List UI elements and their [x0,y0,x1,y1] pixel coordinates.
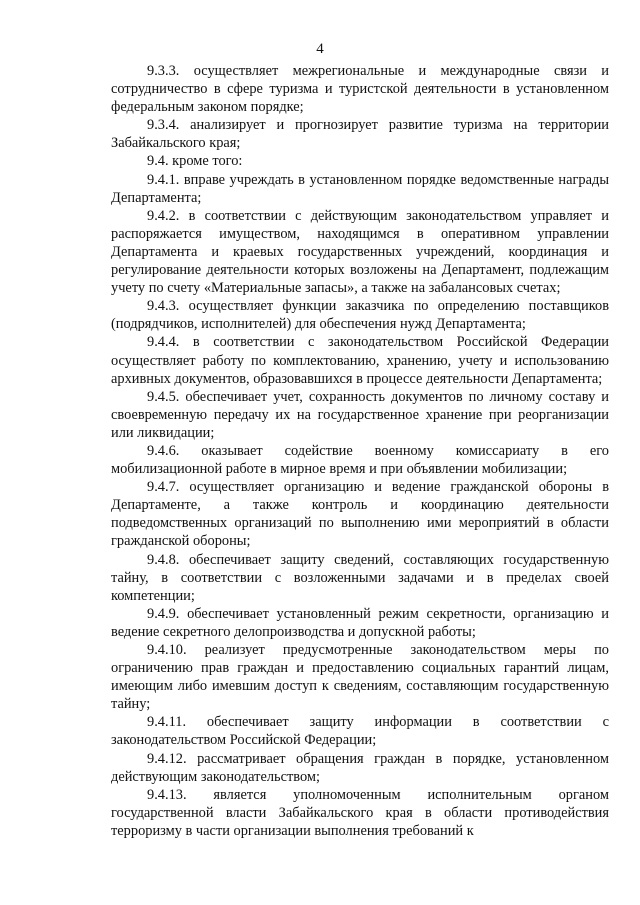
paragraph-9-3-4: 9.3.4. анализирует и прогнозирует развитие туризма на территории Забайкальского края; [111,117,609,152]
paragraph-9-4-8: 9.4.8. обеспечивает защиту сведений, составляющих государственную тайну, в соответствии с возложенными задачами и в пределах своей компетенции; [111,551,609,604]
paragraph-9-4-2: 9.4.2. в соответствии с действующим законодательством управляет и распоряжается имуществом, находящимся в оперативном управлении Департамента и краевых государственных учреждений, координация и регулирование деятельности которых возложены на Департамент, подлежащим учету по счету «Материальные запасы», а также на забалансовых счетах; [111,207,609,297]
paragraph-9-4-4: 9.4.4. в соответствии с законодательством Российской Федерации осуществляет работу по комплектованию, хранению, учету и использованию архивных документов, образовавшихся в процессе деятельности Департамента; [111,334,609,387]
paragraph-9-4-7: 9.4.7. осуществляет организацию и ведение гражданской обороны в Департаменте, а также контроль и координацию деятельности подведомственных организаций по выполнению ими мероприятий в области гражданской обороны; [111,479,609,550]
paragraph-9-4-12: 9.4.12. рассматривает обращения граждан в порядке, установленном действующим законодательством; [111,750,609,785]
paragraph-9-4: 9.4. кроме того: [147,153,243,170]
paragraph-9-4-1: 9.4.1. вправе учреждать в установленном порядке ведомственные награды Департамента; [111,171,609,206]
paragraph-9-4-5: 9.4.5. обеспечивает учет, сохранность документов по личному составу и своевременную передачу их на государственное хранение при реорганизации или ликвидации; [111,388,609,441]
paragraph-9-4-3: 9.4.3. осуществляет функции заказчика по определению поставщиков (подрядчиков, исполнителей) для обеспечения нужд Департамента; [111,298,609,333]
page-number: 4 [316,41,324,57]
paragraph-9-4-11: 9.4.11. обеспечивает защиту информации в соответствии с законодательством Российской Федерации; [111,714,609,749]
paragraph-9-4-10: 9.4.10. реализует предусмотренные законодательством меры по ограничению прав граждан и предоставлению социальных гарантий лицам, имеющим либо имевшим доступ к сведениям, составляющим государственную тайну; [111,642,609,713]
document-body [111,62,609,840]
paragraph-9-4-6: 9.4.6. оказывает содействие военному комиссариату в его мобилизационной работе в мирное время и при объявлении мобилизации; [111,442,609,478]
paragraph-9-3-3: 9.3.3. осуществляет межрегиональные и международные связи и сотрудничество в сфере туризма и туристской деятельности в установленном федеральным законом порядке; [111,63,609,116]
paragraph-9-4-13: 9.4.13. является уполномоченным исполнительным органом государственной власти Забайкальского края в области противодействия терроризму в части организации выполнения требований к [111,786,609,839]
paragraph-9-4-9: 9.4.9. обеспечивает установленный режим секретности, организацию и ведение секретного делопроизводства и допускной работы; [111,605,609,640]
